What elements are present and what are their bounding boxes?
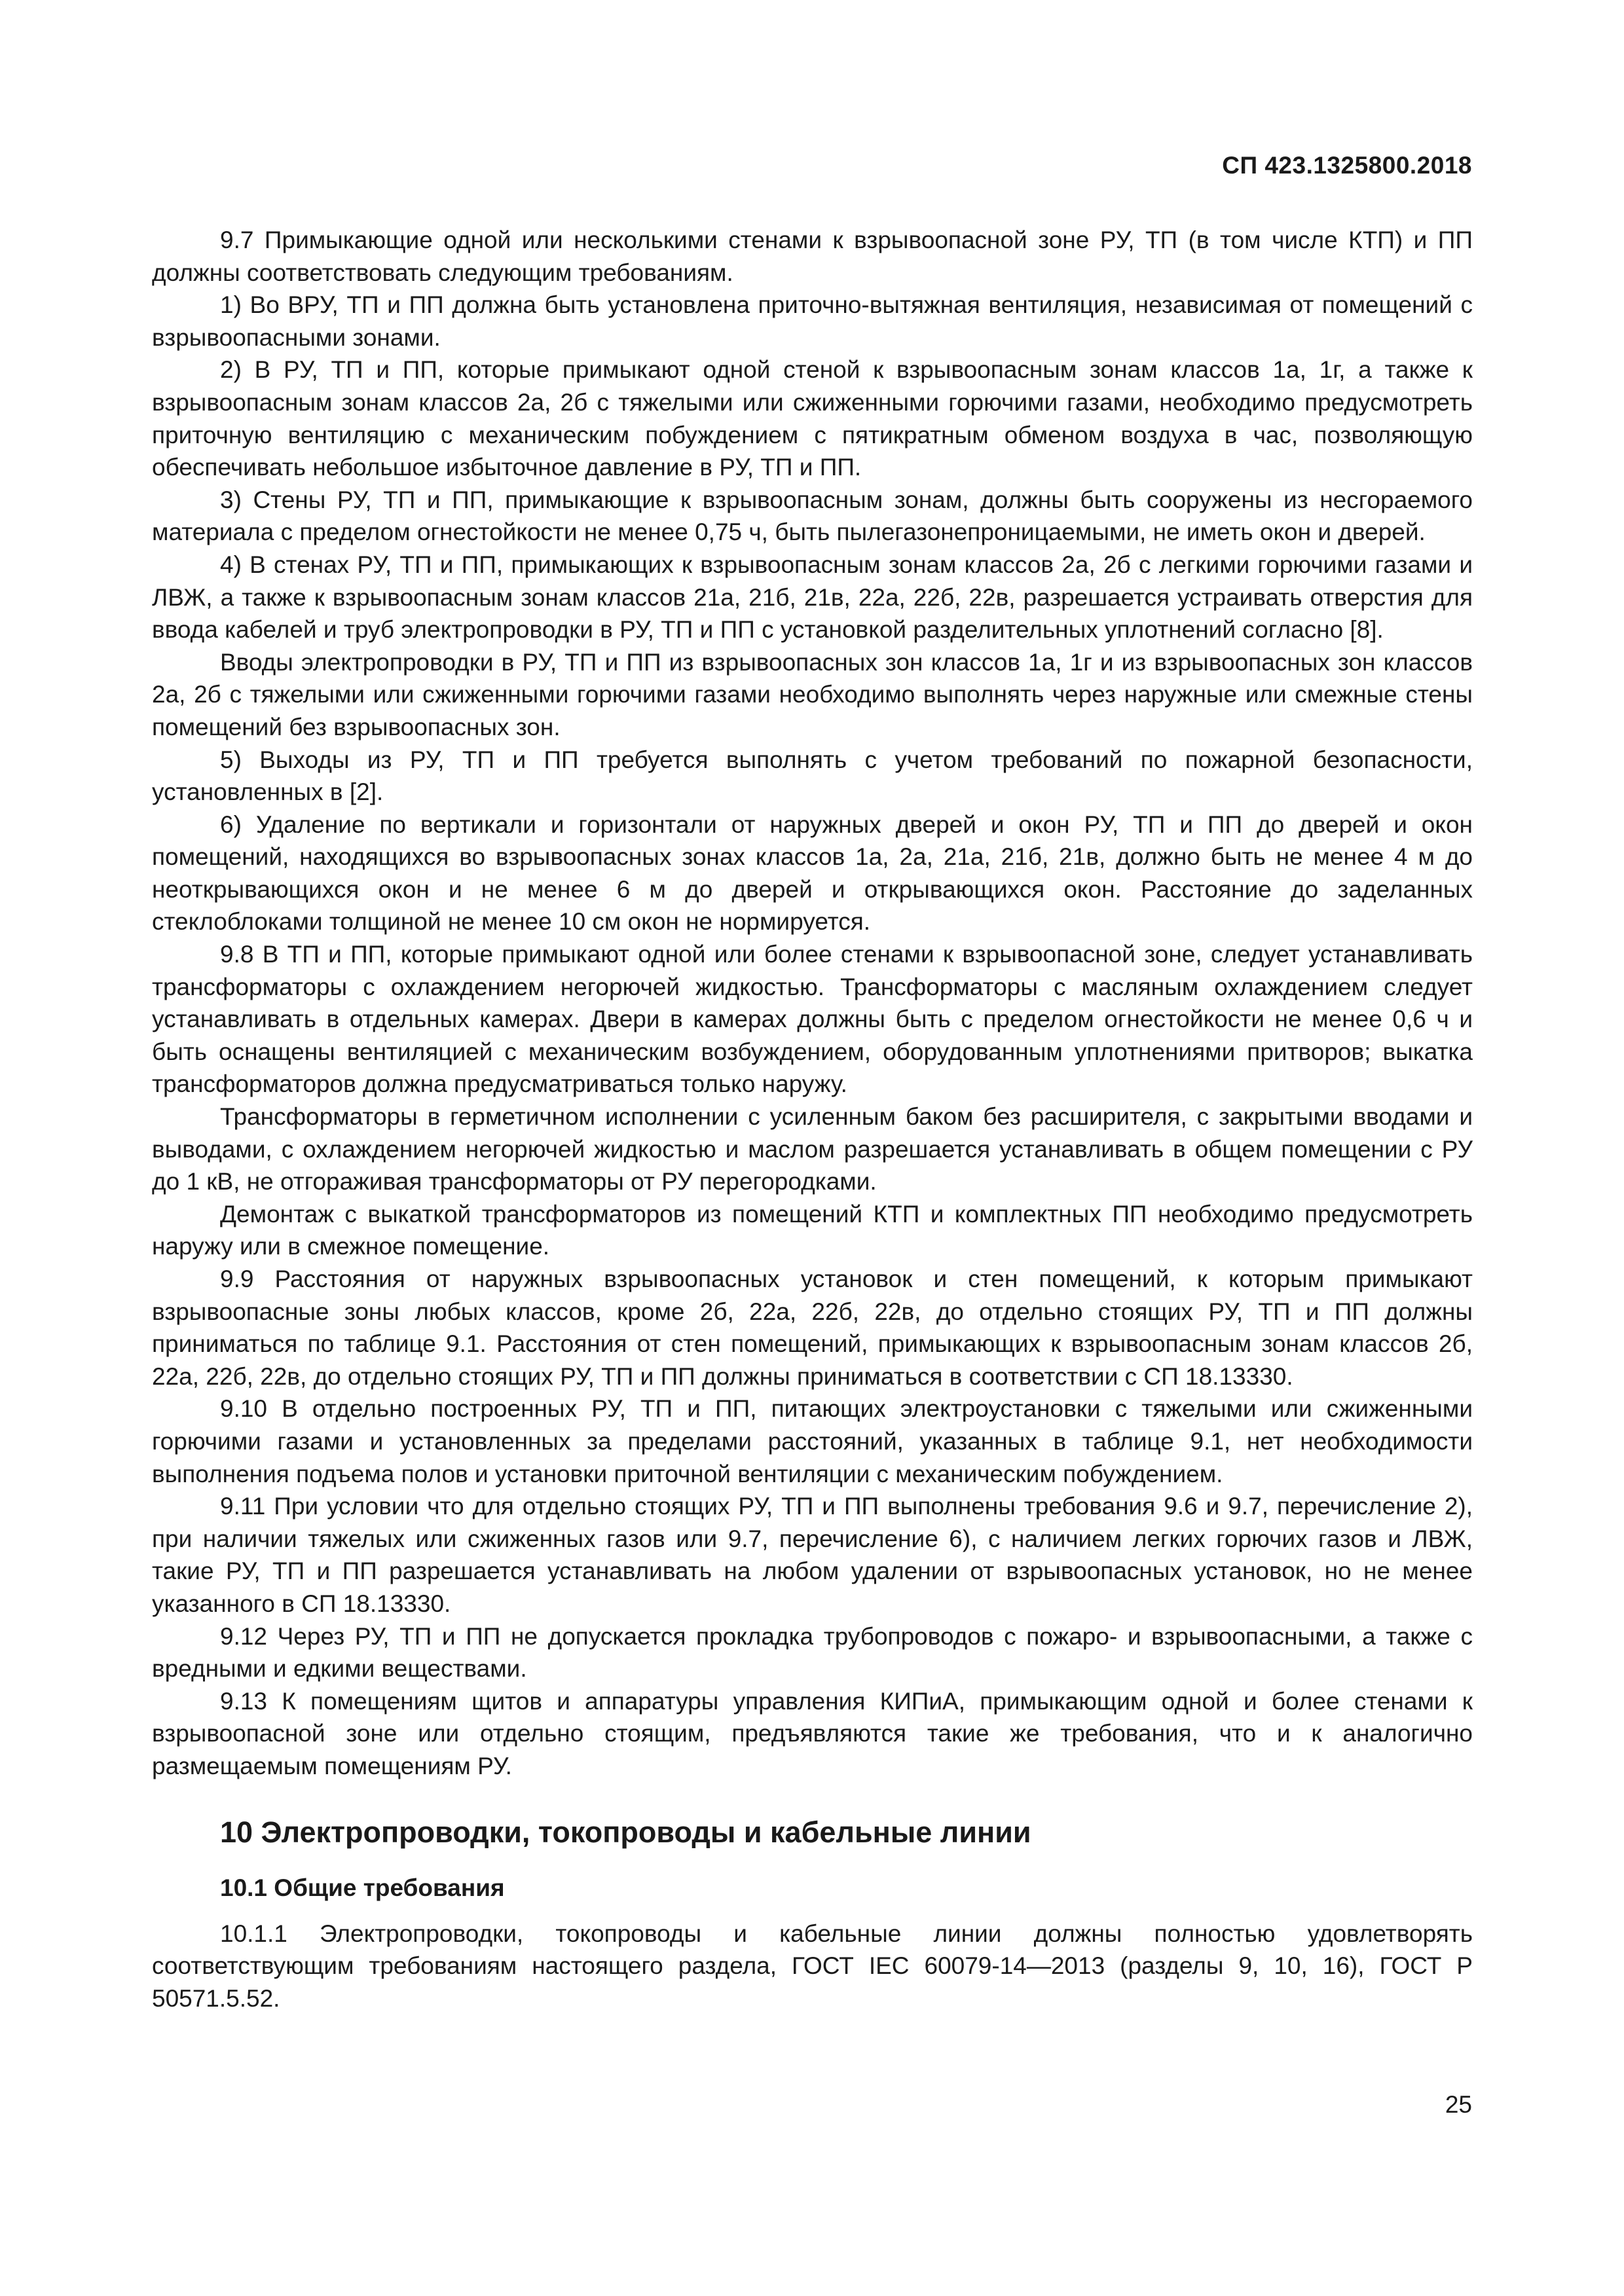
paragraph-9-10: 9.10 В отдельно построенных РУ, ТП и ПП, питающих электроустановки с тяжелыми или сжиженными горючими газами и установленных за пределами расстояний, указанных в таблице 9.1, нет необходимости выполнения подъема полов и установки приточной вентиляции с механическим побуждением.: [152, 1395, 1473, 1487]
paragraph-9-9: 9.9 Расстояния от наружных взрывоопасных установок и стен помещений, к которым примыкают взрывоопасные зоны любых классов, кроме 2б, 22а, 22б, 22в, до отдельно стоящих РУ, ТП и ПП должны приниматься по таблице 9.1. Расстояния от стен помещений, примыкающих к взрывоопасным зонам классов 2б, 22а, 22б, 22в, до отдельно стоящих РУ, ТП и ПП должны приниматься в соответствии с СП 18.13330.: [152, 1266, 1473, 1390]
paragraph-9-7-item-2: 2) В РУ, ТП и ПП, которые примыкают одной стеной к взрывоопасным зонам классов 1а, 1г, а также к взрывоопасным зонам классов 2а, 2б с тяжелыми или сжиженными горючими газами, необходимо предусмотреть приточную вентиляцию с механическим побуждением с пятикратным обменом воздуха в час, позволяющую обеспечивать небольшое избыточное давление в РУ, ТП и ПП.: [152, 356, 1473, 481]
page-number: 25: [1445, 2091, 1472, 2118]
paragraph-9-7-item-3: 3) Стены РУ, ТП и ПП, примыкающие к взрывоопасным зонам, должны быть сооружены из несгораемого материала с пределом огнестойкости не менее 0,75 ч, быть пылегазонепроницаемыми, не иметь окон и дверей.: [152, 486, 1473, 546]
paragraph-9-8: 9.8 В ТП и ПП, которые примыкают одной или более стенами к взрывоопасной зоне, следует устанавливать трансформаторы с охлаждением негорючей жидкостью. Трансформаторы с масляным охлаждением следует устанавливать в отдельных камерах. Двери в камерах должны быть с пределом огнестойкости не менее 0,6 ч и быть оснащены вентиляцией с механическим возбуждением, оборудованным уплотнениями притворов; выкатка трансформаторов должна предусматриваться только наружу.: [152, 941, 1473, 1098]
paragraph-9-13: 9.13 К помещениям щитов и аппаратуры управления КИПиА, примыкающим одной и более стенами к взрывоопасной зоне или отдельно стоящим, предъявляются такие же требования, что и к аналогично размещаемым помещениям РУ.: [152, 1687, 1473, 1779]
paragraph-9-12: 9.12 Через РУ, ТП и ПП не допускается прокладка трубопроводов с пожаро- и взрывоопасными, а также с вредными и едкими веществами.: [152, 1622, 1473, 1683]
paragraph-9-8-sealed-transformers: Трансформаторы в герметичном исполнении с усиленным баком без расширителя, с закрытыми вводами и выводами, с охлаждением негорючей жидкостью и маслом разрешается устанавливать в общем помещении с РУ до 1 кВ, не отгораживая трансформаторы от РУ перегородками.: [152, 1103, 1473, 1195]
paragraph-9-11: 9.11 При условии что для отдельно стоящих РУ, ТП и ПП выполнены требования 9.6 и 9.7, перечисление 2), при наличии тяжелых или сжиженных газов или 9.7, перечисление 6), с наличием легких горючих газов и ЛВЖ, такие РУ, ТП и ПП разрешается устанавливать на любом удалении от взрывоопасных установок, но не менее указанного в СП 18.13330.: [152, 1493, 1473, 1617]
page-body: [152, 224, 1473, 2014]
paragraph-9-8-dismantling: Демонтаж с выкаткой трансформаторов из помещений КТП и комплектных ПП необходимо предусмотреть наружу или в смежное помещение.: [152, 1200, 1473, 1260]
document-code-header: СП 423.1325800.2018: [1222, 152, 1472, 179]
paragraph-9-7-item-4-inputs: Вводы электропроводки в РУ, ТП и ПП из взрывоопасных зон классов 1а, 1г и из взрывоопасных зон классов 2а, 2б с тяжелыми или сжиженными горючими газами необходимо выполнять через наружные или смежные стены помещений без взрывоопасных зон.: [152, 648, 1473, 740]
paragraph-10-1-1: 10.1.1 Электропроводки, токопроводы и кабельные линии должны полностью удовлетворять соответствующим требованиям настоящего раздела, ГОСТ IEC 60079-14—2013 (разделы 9, 10, 16), ГОСТ Р 50571.5.52.: [152, 1920, 1473, 2012]
paragraph-9-7-item-4: 4) В стенах РУ, ТП и ПП, примыкающих к взрывоопасным зонам классов 2а, 2б с легкими горючими газами и ЛВЖ, а также к взрывоопасным зонам классов 21а, 21б, 21в, 22а, 22б, 22в, разрешается устраивать отверстия для ввода кабелей и труб электропроводки в РУ, ТП и ПП с установкой разделительных уплотнений согласно [8].: [152, 551, 1473, 644]
section-10-title: 10 Электропроводки, токопроводы и кабельные линии: [220, 1815, 1031, 1849]
paragraph-9-7-item-6: 6) Удаление по вертикали и горизонтали от наружных дверей и окон РУ, ТП и ПП до дверей и окон помещений, находящихся во взрывоопасных зонах классов 1а, 2а, 21а, 21б, 21в, должно быть не менее 4 м до неоткрывающихся окон и не менее 6 м до дверей и открывающихся окон. Расстояние до заделанных стеклоблоками толщиной не менее 10 см окон не нормируется.: [152, 811, 1473, 936]
paragraph-9-7-item-5: 5) Выходы из РУ, ТП и ПП требуется выполнять с учетом требований по пожарной безопасности, установленных в [2].: [152, 746, 1473, 806]
paragraph-9-7-item-1: 1) Во ВРУ, ТП и ПП должна быть установлена приточно-вытяжная вентиляция, независимая от помещений с взрывоопасными зонами.: [152, 291, 1473, 351]
subsection-10-1-title: 10.1 Общие требования: [220, 1874, 505, 1901]
paragraph-9-7: 9.7 Примыкающие одной или несколькими стенами к взрывоопасной зоне РУ, ТП (в том числе КТП) и ПП должны соответствовать следующим требованиям.: [152, 227, 1473, 286]
